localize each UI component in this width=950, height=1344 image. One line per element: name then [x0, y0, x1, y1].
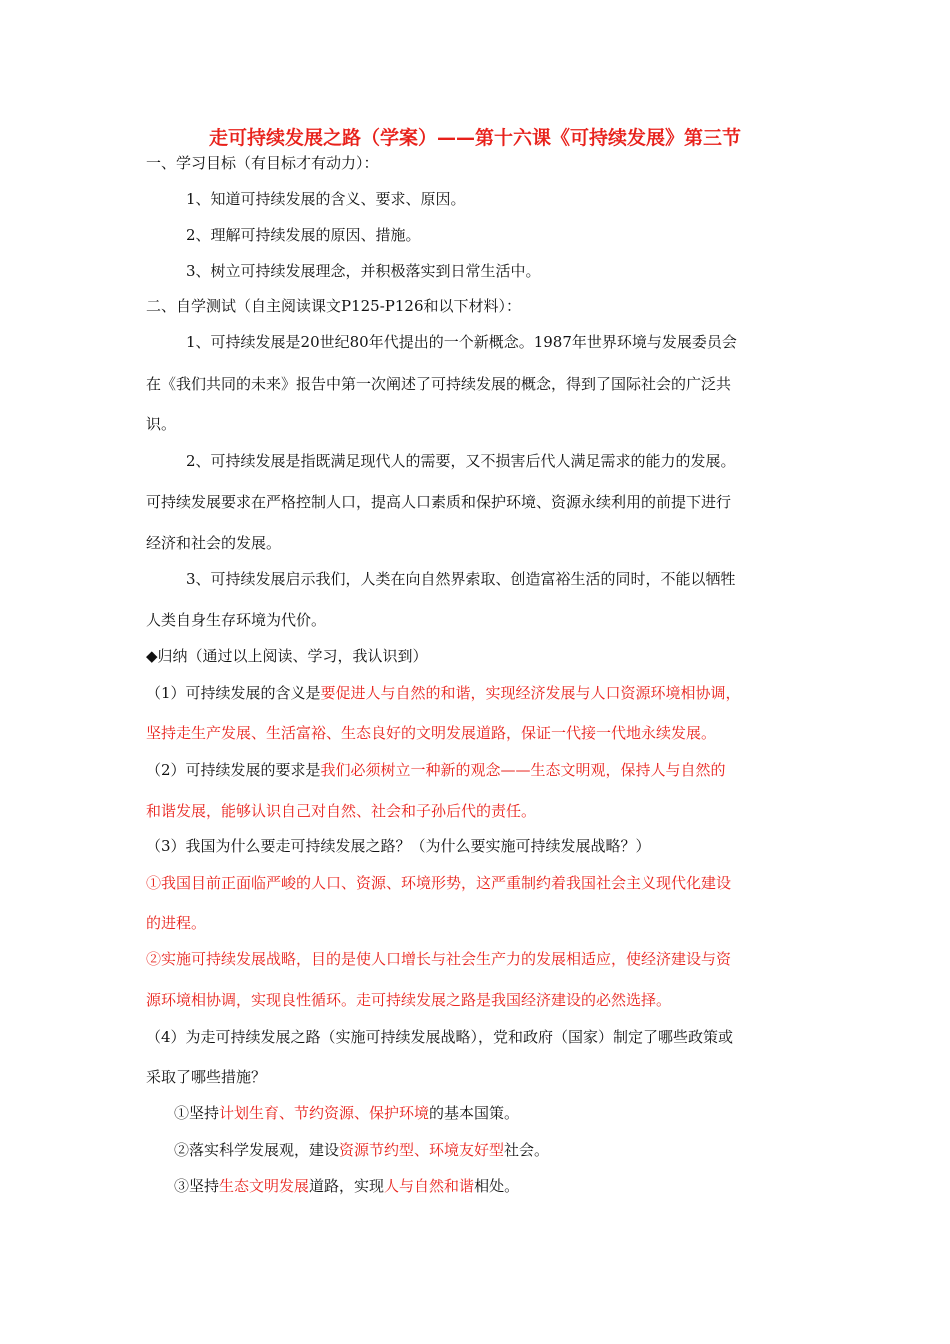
summary-q2-line — [146, 759, 726, 781]
material-paragraph-2-line: 可持续发展要求在严格控制人口，提高人口素质和保护环境、资源永续利用的前提下进行 — [146, 493, 732, 511]
measure-3-middle: 道路，实现 — [309, 1177, 385, 1195]
q3-answer-2: ②实施可持续发展战略，目的是使人口增长与社会生产力的发展相适应，使经济建设与资 — [146, 950, 732, 968]
page-title: 走可持续发展之路（学案）——第十六课《可持续发展》第三节 — [208, 127, 741, 149]
goal-item: 1、知道可持续发展的含义、要求、原因。 — [186, 190, 466, 208]
q3-answer-2-continued: 源环境相协调，实现良性循环。走可持续发展之路是我国经济建设的必然选择。 — [146, 991, 672, 1009]
measure-2-suffix: 社会。 — [504, 1141, 550, 1159]
summary-q4: （4）为走可持续发展之路（实施可持续发展战略），党和政府（国家）制定了哪些政策或 — [146, 1028, 734, 1046]
summary-q4-continued: 采取了哪些措施？ — [146, 1068, 267, 1086]
q3-answer-1-continued: 的进程。 — [146, 914, 207, 932]
material-paragraph-2-line: 2、可持续发展是指既满足现代人的需要，又不损害后代人满足需求的能力的发展。 — [186, 452, 736, 470]
measure-1-suffix: 的基本国策。 — [429, 1104, 520, 1122]
q3-answer-1: ①我国目前正面临严峻的人口、资源、环境形势，这严重制约着我国社会主义现代化建设 — [146, 874, 732, 892]
measure-2-highlight: 资源节约型、环境友好型 — [339, 1141, 505, 1159]
summary-q3: （3）我国为什么要走可持续发展之路？（为什么要实施可持续发展战略？） — [146, 837, 651, 855]
measure-item-1 — [174, 1102, 519, 1124]
q1-prefix: （1）可持续发展的含义是 — [146, 684, 321, 702]
measure-3-suffix: 相处。 — [474, 1177, 520, 1195]
summary-heading: ◆归纳（通过以上阅读、学习，我认识到） — [146, 647, 428, 665]
measure-3-highlight-1: 生态文明发展 — [219, 1177, 310, 1195]
section1-heading: 一、学习目标（有目标才有动力）： — [146, 154, 379, 172]
q2-answer: 我们必须树立一种新的观念——生态文明观，保持人与自然的 — [320, 761, 726, 779]
measure-3-highlight-2: 人与自然和谐 — [384, 1177, 475, 1195]
measure-1-prefix: ①坚持 — [174, 1104, 220, 1122]
measure-item-3 — [174, 1175, 519, 1197]
section2-heading: 二、自学测试（自主阅读课文P125-P126和以下材料）： — [146, 297, 522, 315]
material-paragraph-1-line: 识。 — [146, 415, 177, 433]
goal-item: 3、树立可持续发展理念，并积极落实到日常生活中。 — [186, 262, 541, 280]
material-paragraph-1-line: 1、可持续发展是20世纪80年代提出的一个新概念。1987年世界环境与发展委员会 — [186, 333, 737, 351]
q2-prefix: （2）可持续发展的要求是 — [146, 761, 321, 779]
q2-answer-continued: 和谐发展，能够认识自己对自然、社会和子孙后代的责任。 — [146, 802, 537, 820]
goal-item: 2、理解可持续发展的原因、措施。 — [186, 226, 421, 244]
measure-item-2 — [174, 1139, 549, 1161]
measure-1-highlight: 计划生育、节约资源、保护环境 — [219, 1104, 430, 1122]
material-paragraph-1-line: 在《我们共同的未来》报告中第一次阐述了可持续发展的概念，得到了国际社会的广泛共 — [146, 375, 732, 393]
q1-answer: 要促进人与自然的和谐，实现经济发展与人口资源环境相协调， — [320, 684, 741, 702]
material-paragraph-3-line: 3、可持续发展启示我们，人类在向自然界索取、创造富裕生活的同时，不能以牺牲 — [186, 570, 736, 588]
summary-q1-line — [146, 682, 741, 704]
material-paragraph-2-line: 经济和社会的发展。 — [146, 534, 282, 552]
q1-answer-continued: 坚持走生产发展、生活富裕、生态良好的文明发展道路，保证一代接一代地永续发展。 — [146, 724, 717, 742]
material-paragraph-3-line: 人类自身生存环境为代价。 — [146, 611, 327, 629]
measure-2-prefix: ②落实科学发展观，建设 — [174, 1141, 340, 1159]
measure-3-prefix: ③坚持 — [174, 1177, 220, 1195]
